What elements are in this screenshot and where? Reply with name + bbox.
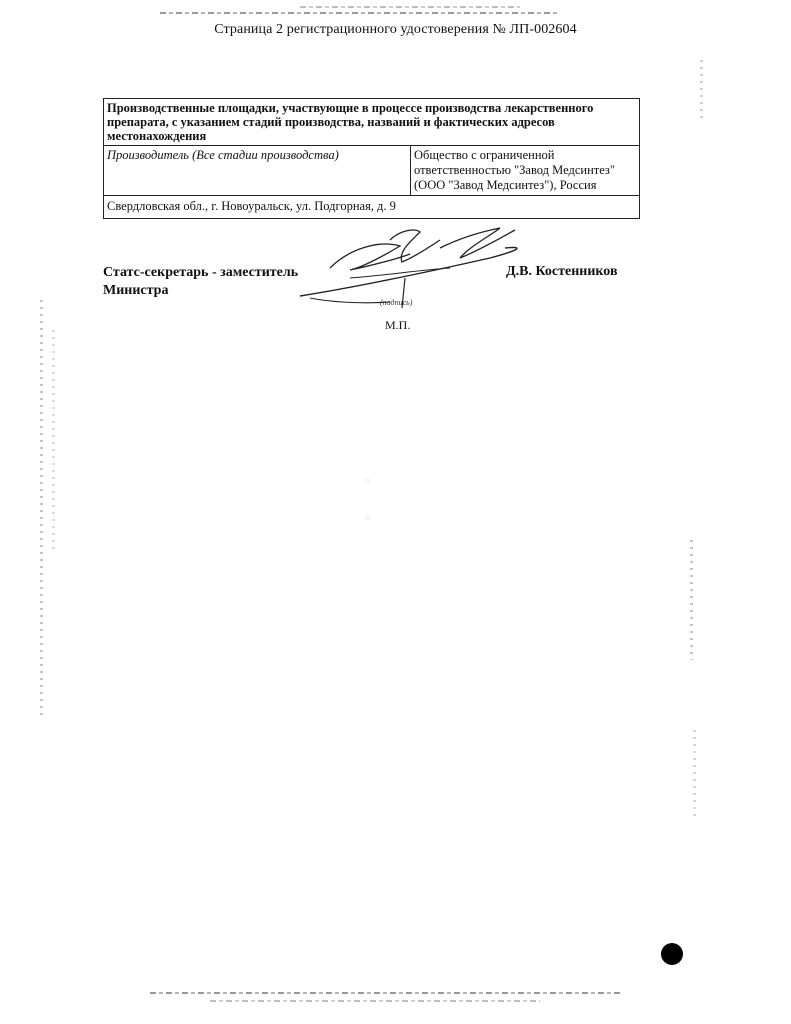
manufacturer-line: ответственностью "Завод Медсинтез" [414, 163, 615, 177]
scan-smudge: ◌ [365, 512, 371, 522]
table-heading-row [104, 99, 640, 146]
production-sites-table [103, 98, 640, 219]
manufacturer-line: (ООО "Завод Медсинтез"), Россия [414, 178, 597, 192]
stamp-place-label: М.П. [385, 318, 411, 332]
manufacturer-line: Общество с ограниченной [414, 148, 555, 162]
scan-artifact-right-3 [693, 730, 696, 820]
signatory-title-line: Министра [103, 283, 169, 298]
page-title: Страница 2 регистрационного удостоверения № ЛП-002604 [214, 22, 577, 37]
scan-artifact-right [690, 540, 693, 660]
scan-artifact-left [40, 300, 43, 720]
table-row [104, 146, 640, 196]
signature-caption: (подпись) [380, 298, 413, 307]
scan-artifact-right-2 [700, 60, 703, 120]
signatory-title [103, 264, 298, 300]
scan-smudge: ◌ [365, 476, 371, 486]
manufacturer-name [411, 146, 640, 196]
site-address: Свердловская обл., г. Новоуральск, ул. Подгорная, д. 9 [104, 196, 640, 219]
production-role: Производитель (Все стадии производства) [104, 146, 411, 196]
table-heading: Производственные площадки, участвующие в процессе производства лекарственного препарата, с указанием стадий производства, названий и фактических адресов местонахождения [104, 99, 640, 146]
scan-artifact-bottom-2 [210, 1000, 540, 1002]
scan-artifact-top [160, 12, 560, 14]
scan-artifact-top-2 [300, 6, 520, 8]
scan-artifact-left-2 [52, 330, 55, 550]
table-row [104, 196, 640, 219]
scan-artifact-bottom [150, 992, 620, 994]
signatory-title-line: Статс-секретарь - заместитель [103, 265, 299, 280]
registration-mark-dot [661, 943, 683, 965]
signatory-name: Д.В. Костенников [506, 264, 618, 279]
